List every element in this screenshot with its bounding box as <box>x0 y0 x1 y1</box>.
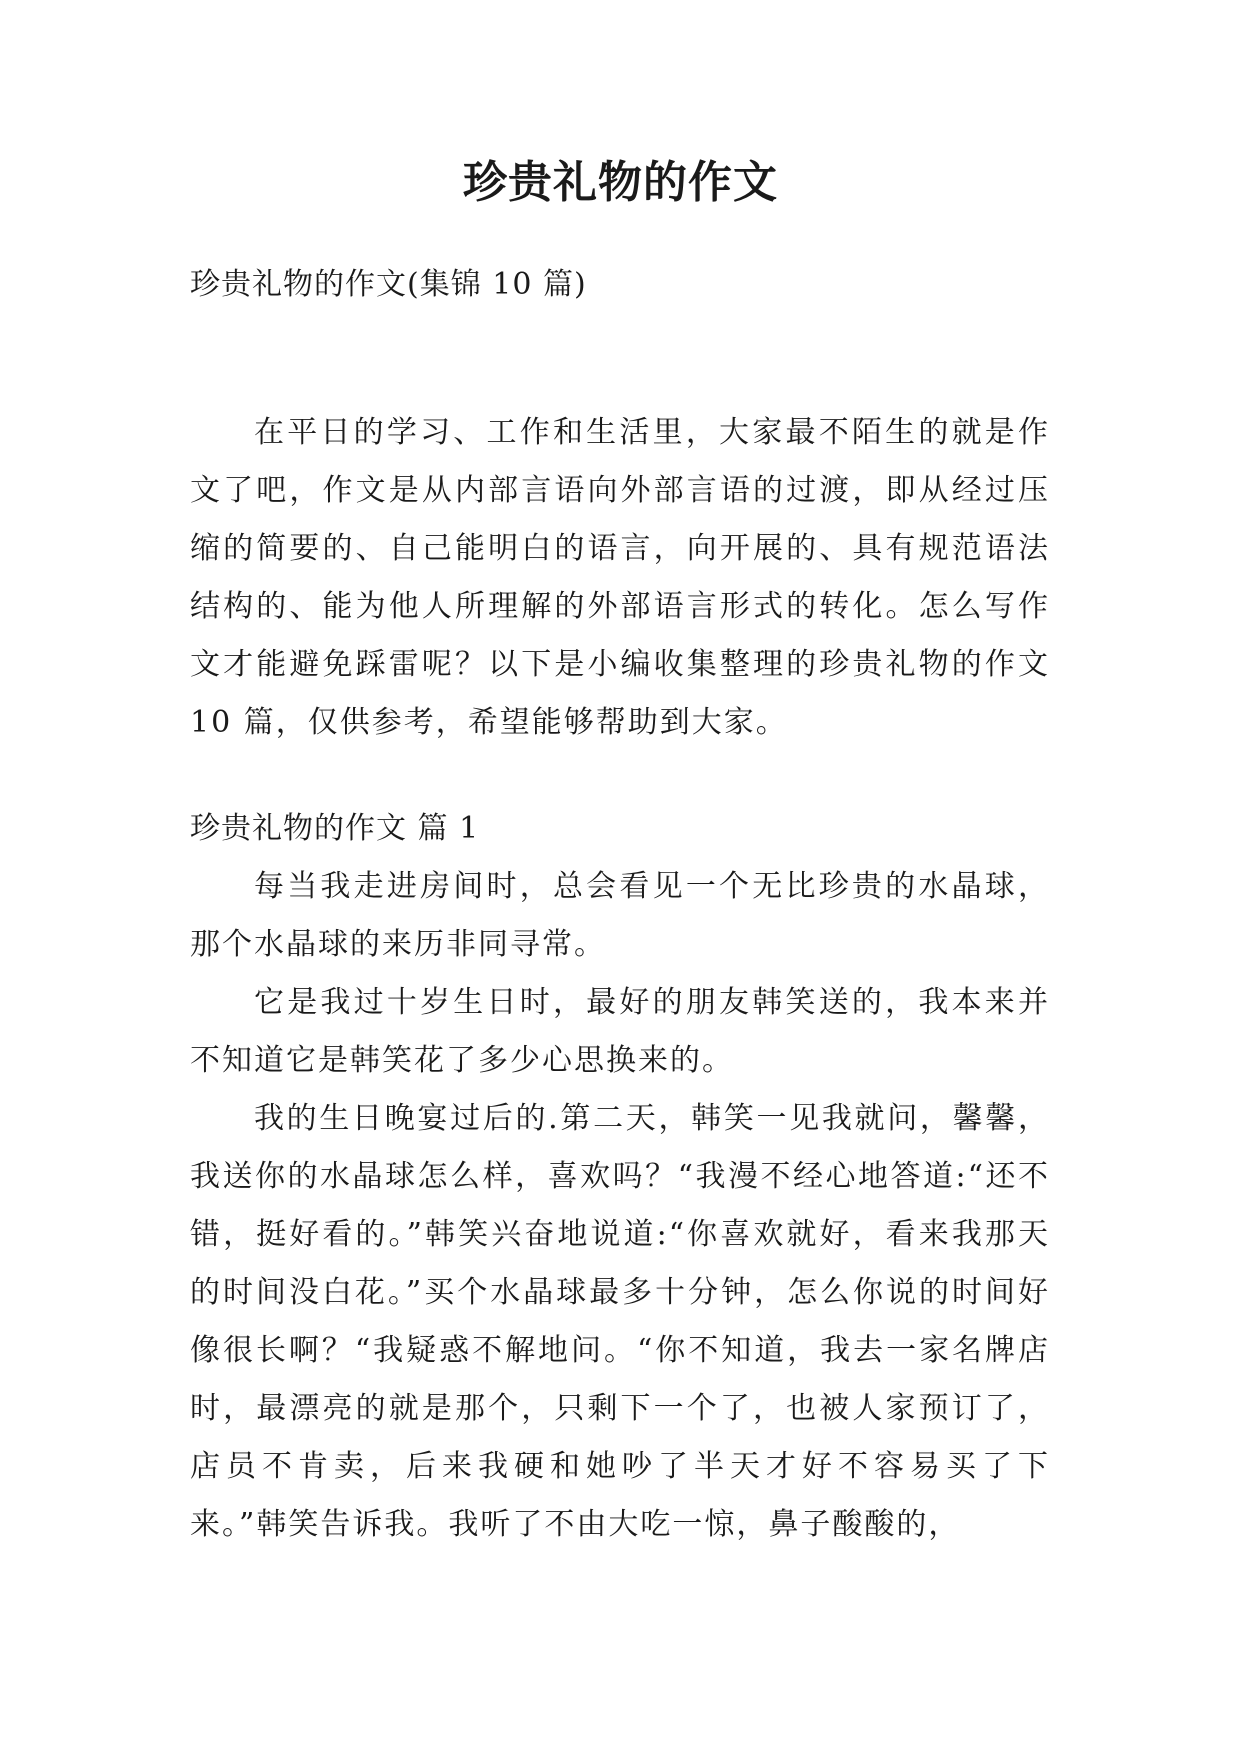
body-paragraph: 每当我走进房间时，总会看见一个无比珍贵的水晶球，那个水晶球的来历非同寻常。 <box>190 869 1050 962</box>
section-heading: 珍贵礼物的作文 篇 1 <box>190 811 480 846</box>
document-subtitle: 珍贵礼物的作文(集锦 10 篇) <box>190 267 587 302</box>
intro-paragraph: 在平日的学习、工作和生活里，大家最不陌生的就是作文了吧，作文是从内部言语向外部言语的过渡，即从经过压缩的简要的、自己能明白的语言，向开展的、具有规范语法结构的、能为他人所理解的外部语言形式的转化。怎么写作文才能避免踩雷呢？以下是小编收集整理的珍贵礼物的作文 10 篇，仅供参考，希望能够帮助到大家。 <box>190 415 1050 740</box>
body-paragraph: 我的生日晚宴过后的.第二天，韩笑一见我就问，馨馨，我送你的水晶球怎么样，喜欢吗？“我漫不经心地答道:“还不错，挺好看的。”韩笑兴奋地说道:“你喜欢就好，看来我那天的时间没白花。”买个水晶球最多十分钟，怎么你说的时间好像很长啊？“我疑惑不解地问。“你不知道，我去一家名牌店时，最漂亮的就是那个，只剩下一个了，也被人家预订了，店员不肯卖，后来我硬和她吵了半天才好不容易买了下来。”韩笑告诉我。我听了不由大吃一惊，鼻子酸酸的， <box>190 1101 1050 1542</box>
document-title: 珍贵礼物的作文 <box>463 157 778 208</box>
body-paragraph: 它是我过十岁生日时，最好的朋友韩笑送的，我本来并不知道它是韩笑花了多少心思换来的。 <box>190 985 1050 1078</box>
